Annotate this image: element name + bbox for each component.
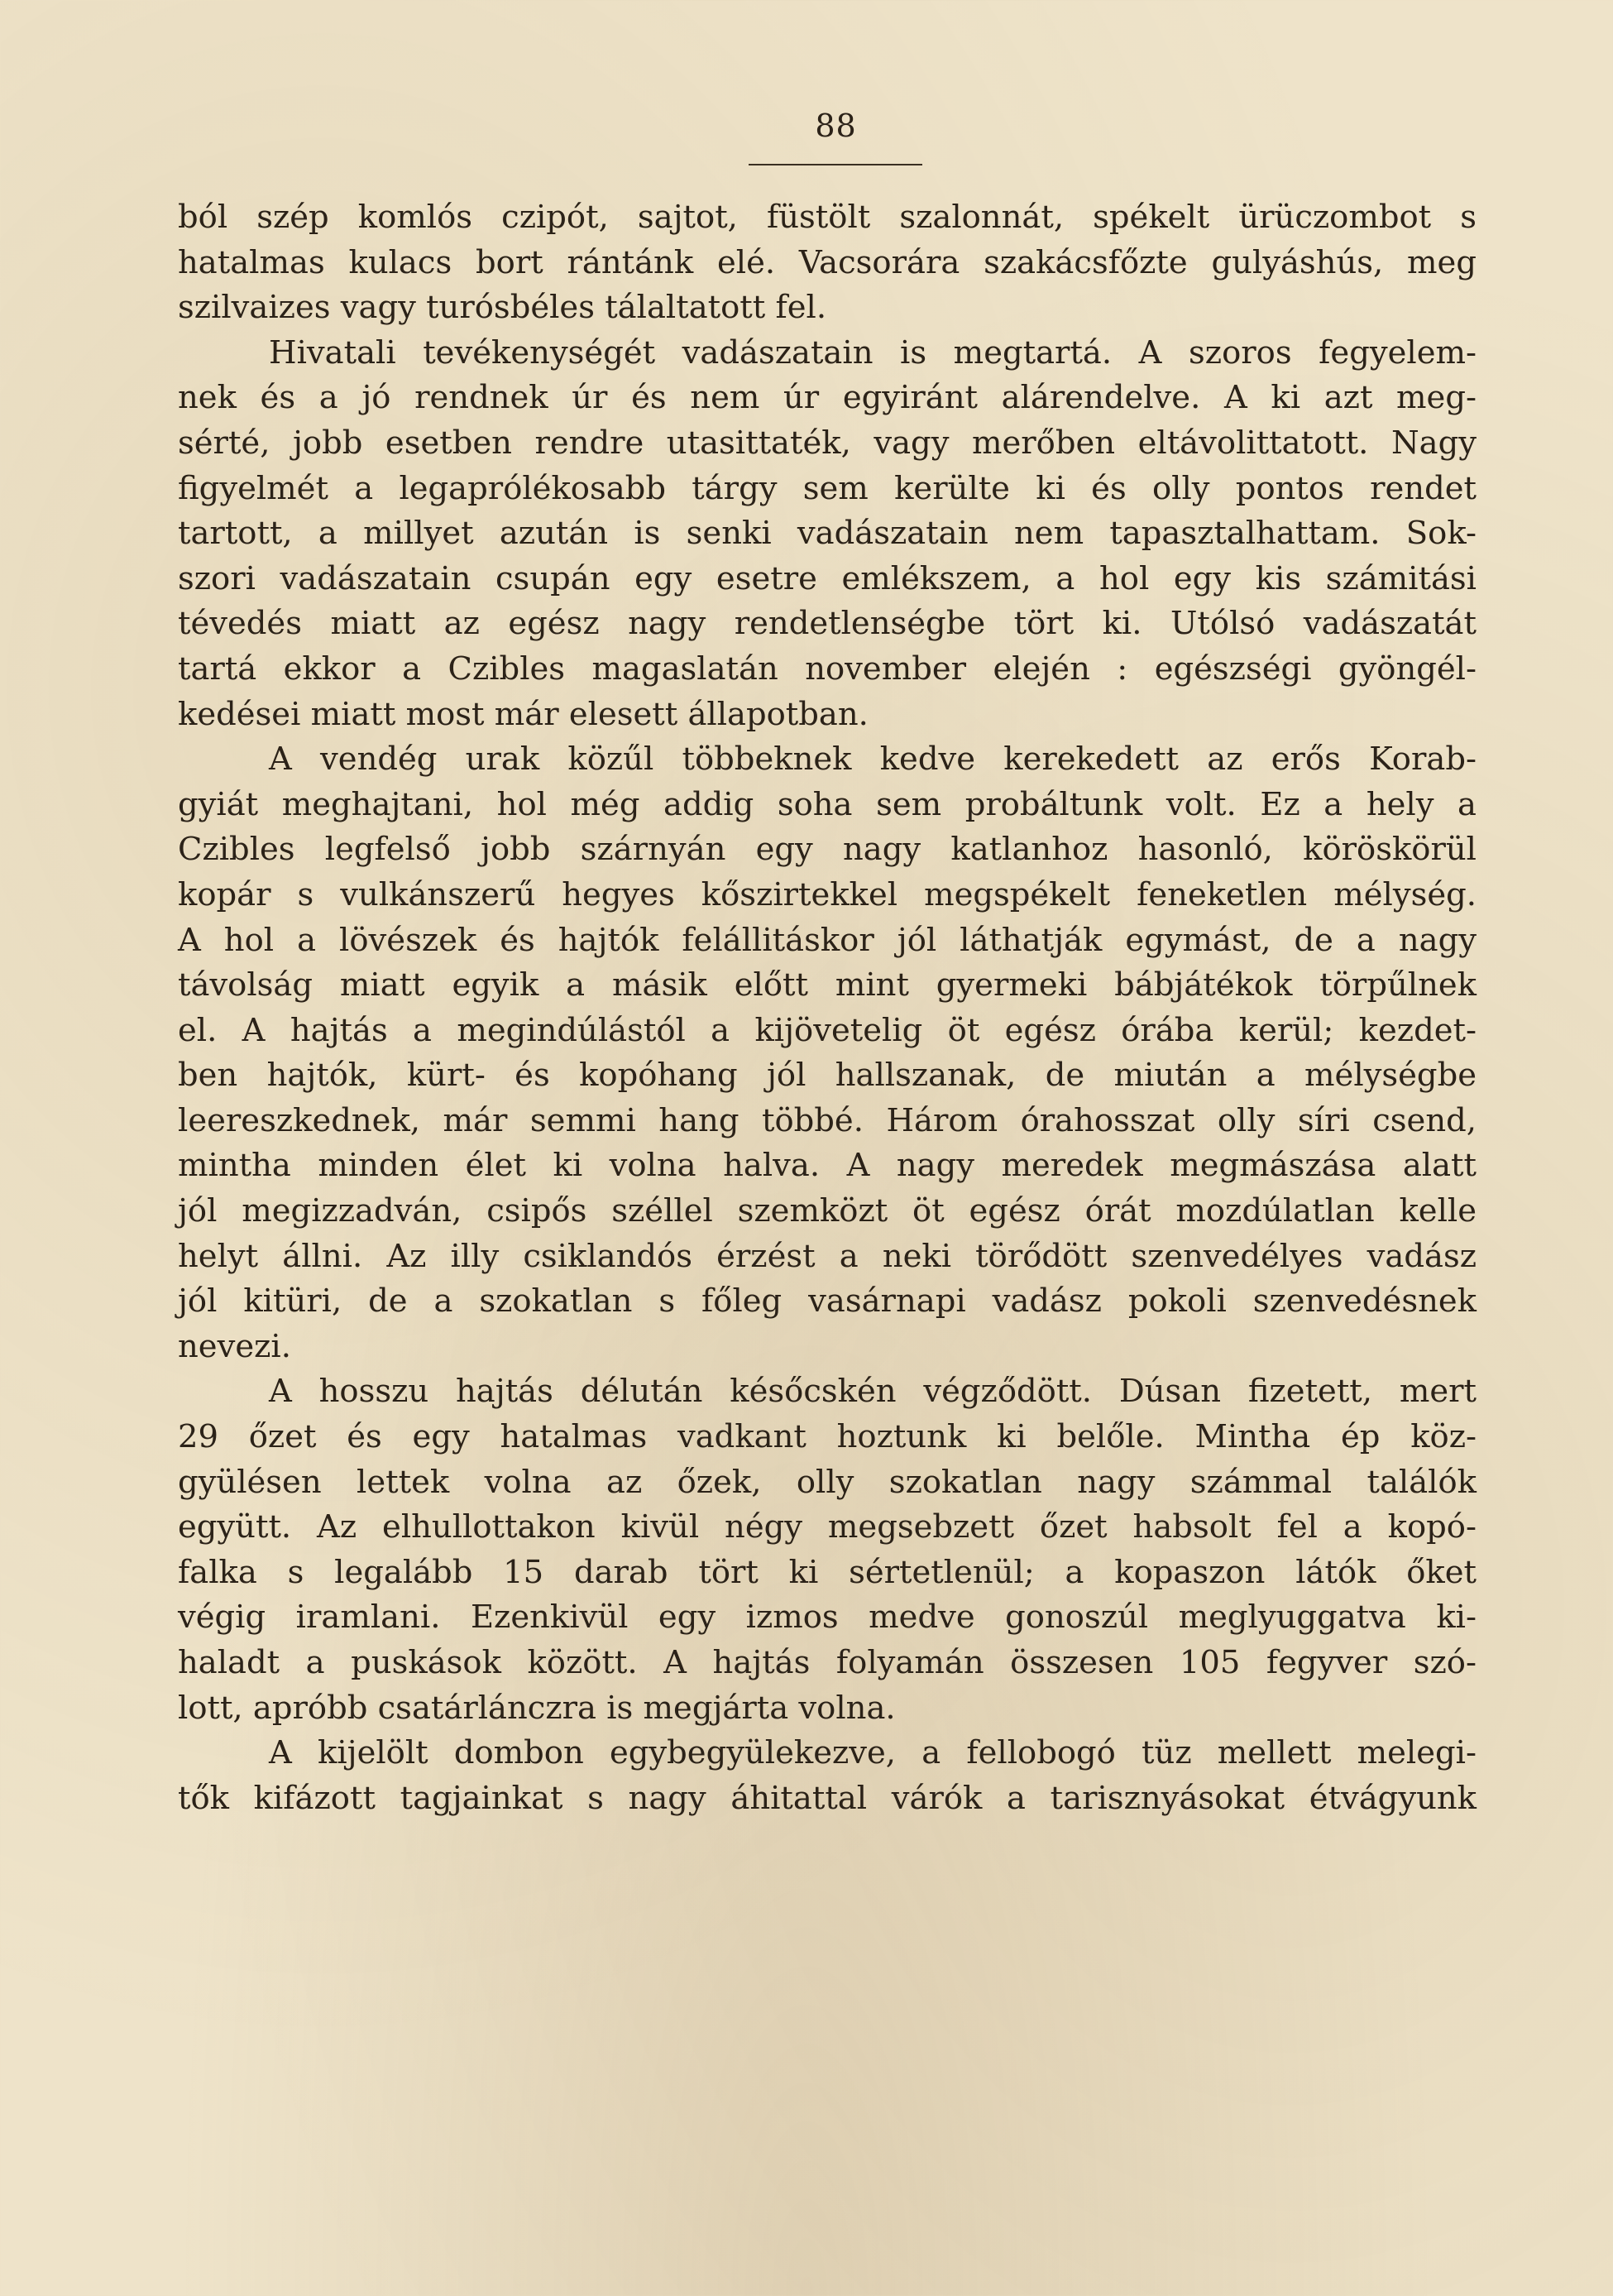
text-line: mintha minden élet ki volna halva. A nagy meredek megmászása alatt (178, 1147, 1477, 1185)
text-line: A hosszu hajtás délután későcskén végződött. Dúsan fizetett, mert (269, 1373, 1477, 1411)
page-number: 88 (815, 108, 857, 144)
text-line: hatalmas kulacs bort rántánk elé. Vacsorára szakácsfőzte gulyáshús, meg (178, 243, 1477, 281)
text-line: Czibles legfelső jobb szárnyán egy nagy katlanhoz hasonló, köröskörül (178, 831, 1477, 869)
text-line: A kijelölt dombon egybegyülekezve, a fellobogó tüz mellett melegi- (269, 1734, 1477, 1772)
text-line: végig iramlani. Ezenkivül egy izmos medve gonoszúl meglyuggatva ki- (178, 1599, 1477, 1637)
text-line: Hivatali tevékenységét vadászatain is megtartá. A szoros fegyelem- (269, 333, 1477, 371)
body-text (178, 195, 1477, 1821)
text-line: falka s legalább 15 darab tört ki sértetlenül; a kopaszon látók őket (178, 1553, 1477, 1591)
text-line: el. A hajtás a megindúlástól a kijövetelig öt egész órába kerül; kezdet- (178, 1011, 1477, 1049)
text-line: együtt. Az elhullottakon kivül négy megsebzett őzet habsolt fel a kopó- (178, 1508, 1477, 1546)
text-line: gyülésen lettek volna az őzek, olly szokatlan nagy számmal találók (178, 1463, 1477, 1501)
text-line: tartott, a millyet azután is senki vadászatain nem tapasztalhattam. Sok- (178, 515, 1477, 553)
text-line: nek és a jó rendnek úr és nem úr egyiránt alárendelve. A ki azt meg- (178, 379, 1477, 417)
text-line: figyelmét a legaprólékosabb tárgy sem kerülte ki és olly pontos rendet (178, 469, 1477, 507)
text-line: tartá ekkor a Czibles magaslatán november elején : egészségi gyöngél- (178, 649, 1477, 688)
text-line: tők kifázott tagjainkat s nagy áhitattal várók a tarisznyásokat étvágyunk (178, 1779, 1477, 1817)
text-line: sérté, jobb esetben rendre utasittaték, vagy merőben eltávolittatott. Nagy (178, 424, 1477, 462)
text-line: helyt állni. Az illy csiklandós érzést a neki törődött szenvedélyes vadász (178, 1237, 1477, 1275)
text-line: tévedés miatt az egész nagy rendetlenségbe tört ki. Utólsó vadászatát (178, 605, 1477, 643)
text-line: haladt a puskások között. A hajtás folyamán összesen 105 fegyver szó- (178, 1644, 1477, 1681)
text-line: gyiát meghajtani, hol még addig soha sem probáltunk volt. Ez a hely a (178, 785, 1477, 823)
text-line: A vendég urak közűl többeknek kedve kerekedett az erős Korab- (269, 741, 1477, 779)
text-line: távolság miatt egyik a másik előtt mint gyermeki bábjátékok törpűlnek (178, 966, 1477, 1004)
text-line: szilvaizes vagy turósbéles tálaltatott fel. (178, 289, 827, 327)
text-line: jól megizzadván, csipős széllel szemközt öt egész órát mozdúlatlan kelle (178, 1192, 1477, 1230)
header-rule (749, 164, 922, 165)
text-line: jól kitüri, de a szokatlan s főleg vasárnapi vadász pokoli szenvedésnek (178, 1282, 1477, 1321)
text-line: szori vadászatain csupán egy esetre emlékszem, a hol egy kis számitási (178, 559, 1477, 597)
text-line: leereszkednek, már semmi hang többé. Három órahosszat olly síri csend, (178, 1101, 1477, 1139)
text-line: A hol a lövészek és hajtók felállitáskor jól láthatják egymást, de a nagy (178, 921, 1477, 959)
text-line: lott, apróbb csatárlánczra is megjárta volna. (178, 1689, 896, 1727)
text-line: nevezi. (178, 1327, 291, 1365)
text-line: kedései miatt most már elesett állapotban. (178, 695, 869, 733)
text-line: kopár s vulkánszerű hegyes kőszirtekkel megspékelt feneketlen mélység. (178, 875, 1477, 913)
text-line: ben hajtók, kürt- és kopóhang jól hallszanak, de miután a mélységbe (178, 1057, 1477, 1095)
text-line: ból szép komlós czipót, sajtot, füstölt szalonnát, spékelt ürüczombot s (178, 199, 1477, 236)
text-line: 29 őzet és egy hatalmas vadkant hoztunk ki belőle. Mintha ép köz- (178, 1418, 1477, 1456)
